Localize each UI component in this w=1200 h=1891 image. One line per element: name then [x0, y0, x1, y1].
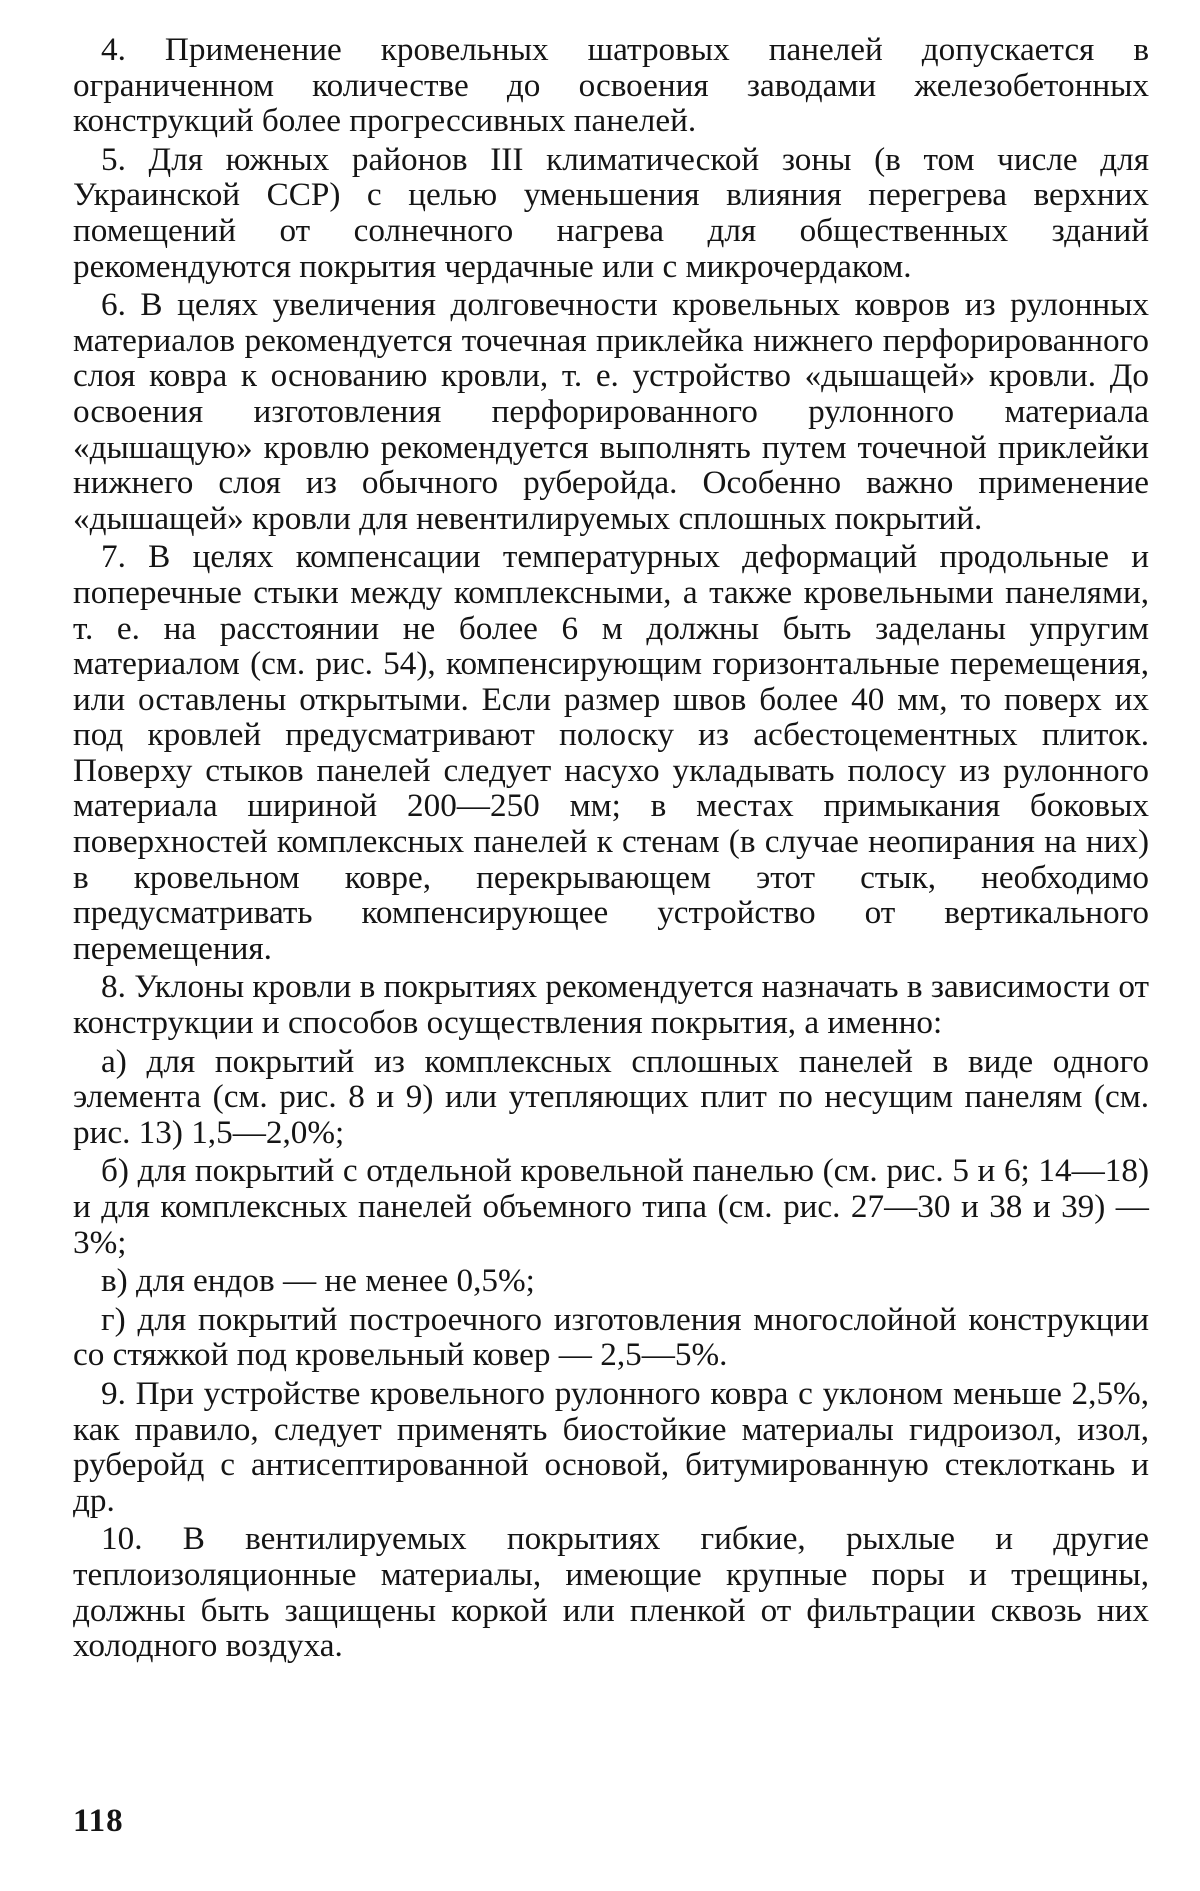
page-body — [73, 32, 1149, 1664]
paragraph-item-4: 4. Применение кровельных шатровых панелей допускается в ограниченном количестве до освоения заводами железобетонных конструкций более прогрессивных панелей. — [73, 31, 1149, 140]
paragraph-item-7: 7. В целях компенсации температурных деформаций продольные и поперечные стыки между комплексными, а также кровельными панелями, т. е. на расстоянии не более 6 м должны быть заделаны упругим материалом (см. рис. 54), компенсирующим горизонтальные перемещения, или оставлены открытыми. Если размер швов более 40 мм, то поверх их под кровлей предусматривают полоску из асбестоцементных плиток. Поверху стыков панелей следует насухо укладывать полосу из рулонного материала шириной 200—250 мм; в местах примыкания боковых поверхностей комплексных панелей к стенам (в случае неопирания на них) в кровельном ковре, перекрывающем этот стык, необходимо предусматривать компенсирующее устройство от вертикального перемещения. — [73, 538, 1149, 967]
paragraph-item-9: 9. При устройстве кровельного рулонного ковра с уклоном меньше 2,5%, как правило, следует применять биостойкие материалы гидроизол, изол, руберойд с антисептированной основой, битумированную стеклоткань и др. — [73, 1374, 1149, 1519]
paragraph-item-8g: г) для покрытий построечного изготовления многослойной конструкции со стяжкой под кровельный ковер — 2,5—5%. — [73, 1300, 1149, 1374]
page-number: 118 — [73, 1803, 124, 1839]
paragraph-item-5: 5. Для южных районов III климатической зоны (в том числе для Украинской ССР) с целью уменьшения влияния перегрева верхних помещений от солнечного нагрева для общественных зданий рекомендуются покрытия чердачные или с микрочердаком. — [73, 140, 1149, 285]
paragraph-item-10: 10. В вентилируемых покрытиях гибкие, рыхлые и другие теплоизоляционные материалы, имеющие крупные поры и трещины, должны быть защищены коркой или пленкой от фильтрации сквозь них холодного воздуха. — [73, 1520, 1149, 1665]
paragraph-item-8b: б) для покрытий с отдельной кровельной панелью (см. рис. 5 и 6; 14—18) и для комплексных панелей объемного типа (см. рис. 27—30 и 38 и 39) — 3%; — [73, 1152, 1149, 1261]
paragraph-item-8a: а) для покрытий из комплексных сплошных панелей в виде одного элемента (см. рис. 8 и 9) или утепляющих плит по несущим панелям (см. рис. 13) 1,5—2,0%; — [73, 1042, 1149, 1151]
paragraph-item-6: 6. В целях увеличения долговечности кровельных ковров из рулонных материалов рекомендуется точечная приклейка нижнего перфорированного слоя ковра к основанию кровли, т. е. устройство «дышащей» кровли. До освоения изготовления перфорированного рулонного материала «дышащую» кровлю рекомендуется выполнять путем точечной приклейки нижнего слоя из обычного руберойда. Особенно важно применение «дышащей» кровли для невентилируемых сплошных покрытий. — [73, 286, 1149, 537]
paragraph-item-8v: в) для ендов — не менее 0,5%; — [101, 1262, 535, 1300]
paragraph-item-8: 8. Уклоны кровли в покрытиях рекомендуется назначать в зависимости от конструкции и способов осуществления покрытия, а именно: — [73, 968, 1149, 1042]
